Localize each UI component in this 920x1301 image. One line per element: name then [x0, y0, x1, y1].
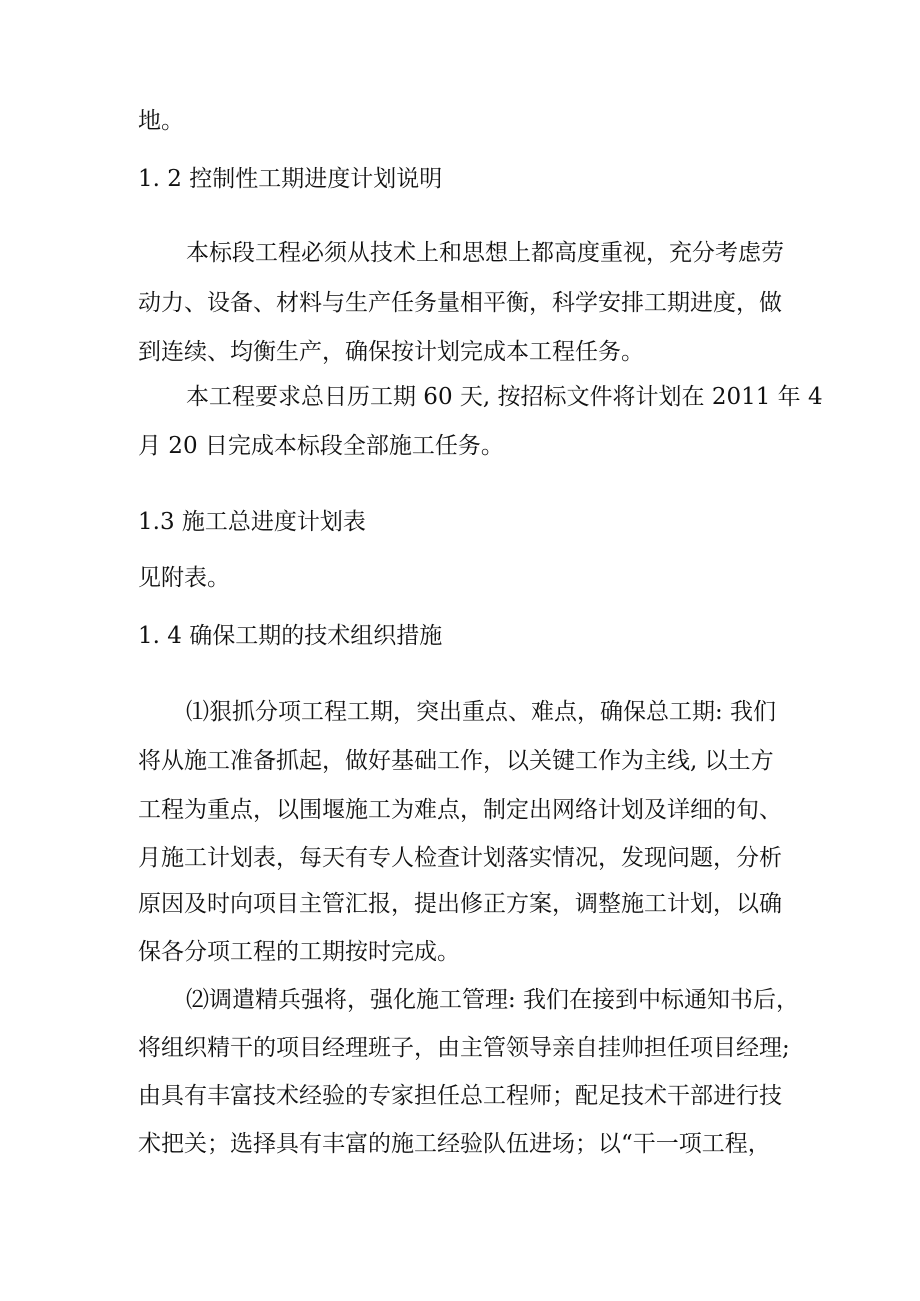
paragraph-line: 本工程要求总日历工期 60 天, 按招标文件将计划在 2011 年 4 — [186, 384, 823, 410]
paragraph-line: 月 20 日完成本标段全部施工任务。 — [138, 433, 504, 459]
paragraph-line: 到连续、均衡生产，确保按计划完成本工程任务。 — [138, 339, 644, 365]
paragraph-line: 本标段工程必须从技术上和思想上都高度重视，充分考虑劳 — [186, 240, 784, 266]
paragraph-line: ⑴狠抓分项工程工期，突出重点、难点，确保总工期: 我们 — [186, 699, 777, 725]
paragraph-line: 术把关；选择具有丰富的施工经验队伍进场；以“干一项工程， — [138, 1131, 771, 1157]
continuation-text: 地。 — [138, 108, 184, 134]
section-heading-1-3: 1.3 施工总进度计划表 — [138, 509, 366, 535]
paragraph-line: 月施工计划表，每天有专人检查计划落实情况，发现问题，分析 — [138, 845, 782, 871]
paragraph-line: 工程为重点，以围堰施工为难点，制定出网络计划及详细的旬、 — [138, 797, 782, 823]
paragraph-line: 保各分项工程的工期按时完成。 — [138, 939, 460, 965]
paragraph-line: 将从施工准备抓起，做好基础工作，以关键工作为主线, 以土方 — [138, 748, 774, 774]
paragraph-line: 动力、设备、材料与生产任务量相平衡，科学安排工期进度，做 — [138, 290, 782, 316]
paragraph-line: ⑵调遣精兵强将，强化施工管理: 我们在接到中标通知书后， — [186, 987, 800, 1013]
section-body-text: 见附表。 — [138, 565, 230, 591]
paragraph-line: 由具有丰富技术经验的专家担任总工程师；配足技术干部进行技 — [138, 1083, 782, 1109]
paragraph-line: 原因及时向项目主管汇报，提出修正方案，调整施工计划，以确 — [138, 891, 782, 917]
section-heading-1-2: 1. 2 控制性工期进度计划说明 — [138, 166, 443, 192]
paragraph-line: 将组织精干的项目经理班子，由主管领导亲自挂帅担任项目经理; — [138, 1035, 790, 1061]
section-heading-1-4: 1. 4 确保工期的技术组织措施 — [138, 623, 443, 649]
